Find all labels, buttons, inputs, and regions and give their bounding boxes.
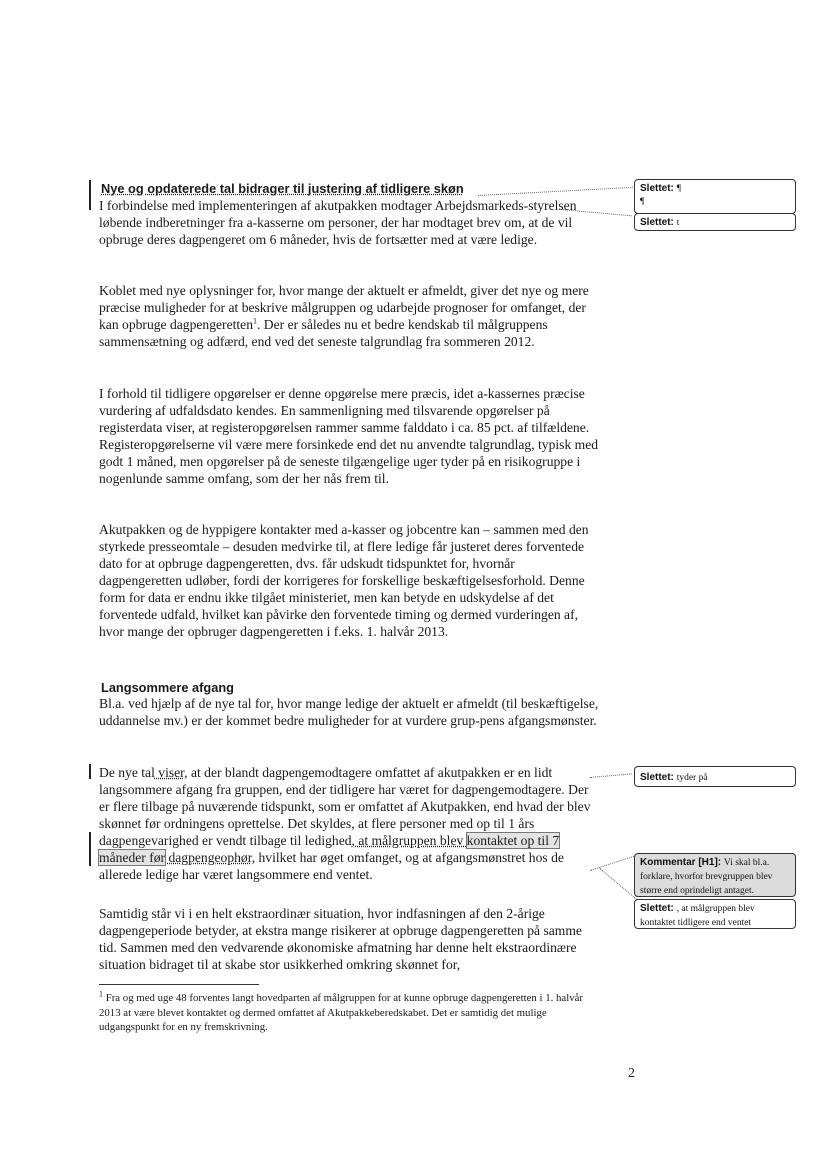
section-heading: Nye og opdaterede tal bidrager til justering af tidligere skøn bbox=[101, 181, 464, 196]
deletion-balloon[interactable]: Slettet: t bbox=[634, 213, 796, 231]
paragraph-text: De nye tal bbox=[99, 765, 155, 780]
paragraph-text: , at der blandt dagpengemodtagere omfattet af akutpakken er en lidt langsommere afgang fra gruppen, end der tidligere har været for dagpengemodtagere. Der er flere tilbage på nuværende tidspunkt, som er omfattet af Akutpakken, end hvad der blev skønnet før ordningens oprettelse. Det skyldes, at flere personer med op til 1 års dagpengevarighed er vendt tilbage til ledighed bbox=[99, 765, 591, 848]
footnote-reference[interactable]: 1 bbox=[253, 316, 257, 326]
balloon-leader bbox=[599, 868, 638, 901]
paragraph-text: Akutpakken og de hyppigere kontakter med a-kasser og jobcentre kan – sammen med den styrkede presseomtale – desuden medvirke til, at flere ledige får justeret deres forventede dato for at opbruge dagpengeretten, dvs. får udskudt tidspunktet for, hvornår dagpengeretten udløber, fordi der korrigeres for forskellige beskæftigelsesforhold. Denne form for data er endnu ikke tilgået ministeriet, men kan betyde en udskydelse af det forventede udfald, hvilket kan påvirke den forventede timing og dermed vurderingen af, hvor mange der opbruger dagpengeretten i f.eks. 1. halvår 2013. bbox=[99, 522, 589, 639]
inserted-text: dagpengeophør bbox=[165, 850, 252, 865]
deletion-balloon[interactable]: Slettet: ¶ ¶ bbox=[634, 179, 796, 214]
paragraph bbox=[99, 764, 599, 883]
page-number: 2 bbox=[628, 1066, 635, 1081]
paragraph-text: I forbindelse med implementeringen af akutpakken modtager Arbejdsmarkeds-styrelsen løbende indberetninger fra a-kasserne om personer, der har modtaget brev om, at de vil opbruge deres dagpengeret om 6 måneder, hvis de fortsætter med at være ledige. bbox=[99, 198, 577, 247]
change-bar bbox=[89, 180, 91, 210]
paragraph-text: Der er således nu et bedre kendskab til målgruppens sammensætning og adfærd, end ved det seneste talgrundlag fra sommeren 2012. bbox=[99, 317, 548, 349]
paragraph-text: I forhold til tidligere opgørelser er denne opgørelse mere præcis, idet a-kassernes præcise vurdering af udfaldsdato kendes. En sammenligning med tilsvarende opgørelser på registerdata viser, at registeropgørelsen rammer samme falddato i ca. 85 pct. af tilfældene. Registeropgørelserne vil være mere forsinkede end det nu anvendte talgrundlag, typisk med godt 1 måned, men opgørelser på de seneste tilgængelige uger tyder på en risikogruppe i nogenlunde samme omfang, som der her nås frem til. bbox=[99, 386, 599, 486]
footnote bbox=[99, 991, 591, 1035]
section-heading: Langsommere afgang bbox=[101, 680, 234, 695]
paragraph-text: Samtidig står vi i en helt ekstraordinær situation, hvor indfasningen af den 2-årige dagpengeperiode betyder, at ekstra mange risikerer at opbruge dagpengeretten på samme tid. Sammen med den vedvarende økonomiske afmatning har denne helt ekstraordinære situation bidraget til at skabe stor usikkerhed omkring skønnet for, bbox=[99, 906, 582, 972]
inserted-text: , at målgruppen blev bbox=[351, 833, 467, 848]
paragraph-text: Koblet med nye oplysninger for, hvor mange der aktuelt er afmeldt, giver det nye og mere præcise muligheder for at beskrive målgruppen og udarbejde prognoser for omfanget, der kan opbruge dagpengeretten bbox=[99, 283, 589, 332]
comment-balloon[interactable]: Kommentar [H1]: Vi skal bl.a. forklare, hvorfor brevgruppen blev større end oprindeligt antaget. bbox=[634, 853, 796, 897]
change-bar bbox=[89, 832, 91, 866]
paragraph-text: , hvilket har øget omfanget, og at afgangsmønstret hos de allerede ledige har været langsommere end ventet. bbox=[99, 850, 564, 882]
deletion-balloon[interactable]: Slettet: , at målgruppen blev kontaktet tidligere end ventet bbox=[634, 899, 796, 929]
footnote-separator bbox=[99, 984, 259, 985]
paragraph bbox=[99, 695, 599, 729]
paragraph-text: Bl.a. ved hjælp af de nye tal for, hvor mange ledige der aktuelt er afmeldt (til beskæftigelse, uddannelse mv.) er der kommet bedre muligheder for at vurdere grup-pens afgangsmønster. bbox=[99, 696, 599, 728]
footnote-number: 1 bbox=[99, 989, 103, 999]
balloon-leader bbox=[478, 187, 633, 196]
paragraph bbox=[99, 197, 599, 248]
paragraph bbox=[99, 905, 599, 973]
commented-text[interactable]: kontaktet op til 7 måneder før bbox=[99, 833, 560, 865]
deletion-balloon[interactable]: Slettet: tyder på bbox=[634, 766, 796, 787]
paragraph bbox=[99, 521, 599, 640]
change-bar bbox=[89, 764, 91, 779]
inserted-text: viser bbox=[154, 765, 185, 780]
footnote-text: Fra og med uge 48 forventes langt hovedparten af målgruppen for at kunne opbruge dagpengeretten i 1. halvår 2013 at være blevet kontaktet og dermed omfattet af Akutpakkeberedskabet. Det er samtidig det mulige udgangspunkt for en ny fremskrivning. bbox=[99, 992, 584, 1033]
paragraph: Koblet med nye oplysninger for, hvor mange der aktuelt er afmeldt, giver det nye og mere præcise muligheder for at beskrive målgruppen og udarbejde prognoser for omfanget, der kan opbruge dagpengeretten$^1$. Der er således nu et bedre kendskab til målgruppens sammensætning og adfærd, end ved det seneste talgrundlag fra sommeren 2012. bbox=[99, 283, 589, 349]
paragraph bbox=[99, 385, 599, 487]
